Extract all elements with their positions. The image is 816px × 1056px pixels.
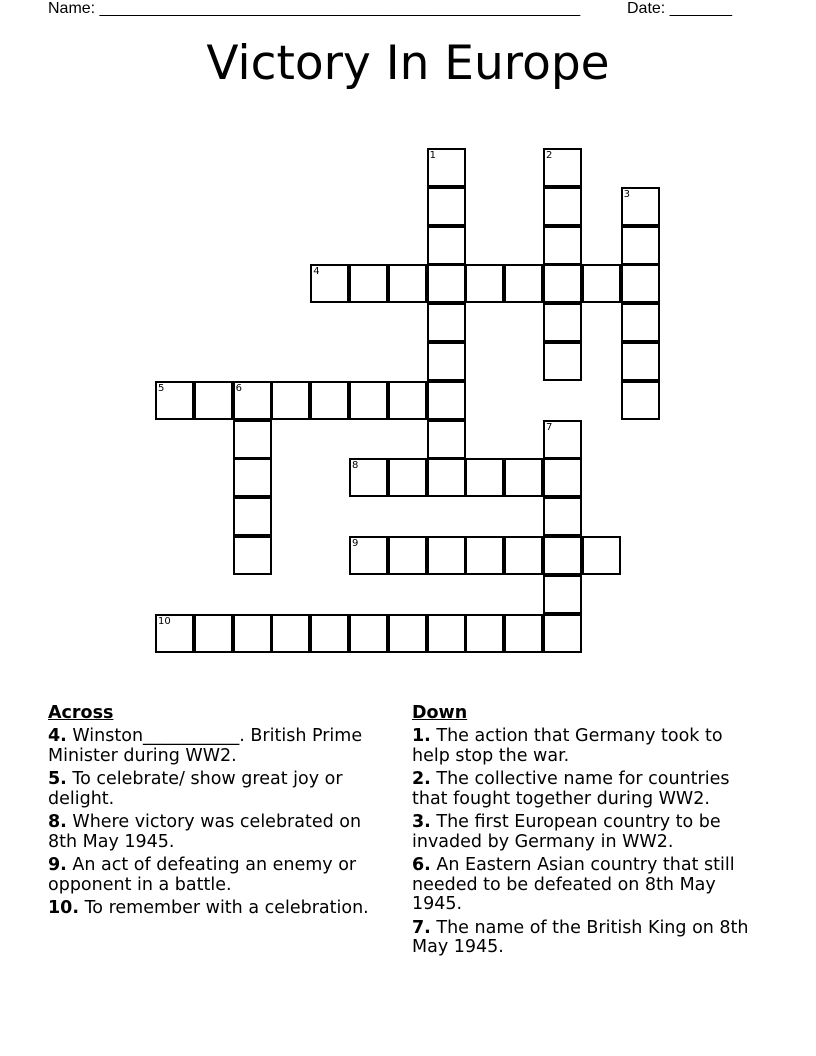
clue-number: 4. [48, 726, 67, 746]
clue-number: 3. [412, 812, 431, 832]
crossword-cell[interactable] [621, 303, 660, 342]
crossword-cell[interactable] [582, 264, 621, 303]
crossword-cell[interactable] [427, 264, 466, 303]
across-clues [48, 704, 388, 923]
down-clues [412, 704, 752, 962]
crossword-cell[interactable] [465, 458, 504, 497]
clue-text: The action that Germany took to help stop the war. [412, 726, 723, 766]
clue-number: 7 [546, 421, 553, 433]
clue-number: 1. [412, 726, 431, 746]
across-clue [48, 899, 388, 919]
crossword-cell[interactable] [621, 264, 660, 303]
crossword-cell[interactable] [427, 148, 466, 187]
crossword-cell[interactable] [504, 614, 543, 653]
crossword-cell[interactable] [233, 497, 272, 536]
page-title: Victory In Europe [206, 36, 610, 91]
crossword-cell[interactable] [543, 226, 582, 265]
crossword-cell[interactable] [349, 381, 388, 420]
crossword-cell[interactable] [582, 536, 621, 575]
clue-number: 8 [352, 460, 359, 472]
clue-number: 9 [352, 538, 359, 549]
clue-number: 4 [313, 266, 320, 278]
crossword-cell[interactable] [465, 536, 504, 575]
clue-text: The name of the British King on 8th May 1945. [412, 917, 749, 957]
across-clue [48, 856, 388, 895]
crossword-cell[interactable] [543, 342, 582, 381]
crossword-cell[interactable] [427, 187, 466, 226]
crossword-cell[interactable] [543, 420, 582, 459]
clue-text: To remember with a celebration. [79, 898, 369, 918]
clue-number: 10. [48, 898, 80, 918]
clue-number: 7. [412, 917, 431, 938]
crossword-cell[interactable] [349, 264, 388, 303]
down-clue [412, 813, 752, 852]
across-clue [48, 727, 388, 766]
crossword-cell[interactable] [427, 342, 466, 381]
name-field-label: Name: ______________________________________________________ [48, 0, 581, 17]
crossword-cell[interactable] [427, 458, 466, 497]
crossword-cell[interactable] [621, 381, 660, 420]
across-clue [48, 813, 388, 852]
crossword-cell[interactable] [621, 342, 660, 381]
crossword-cell[interactable] [543, 264, 582, 303]
crossword-cell[interactable] [427, 226, 466, 265]
clue-number: 1 [429, 150, 436, 161]
down-clue [412, 856, 752, 915]
crossword-cell[interactable] [621, 226, 660, 265]
crossword-cell[interactable] [388, 536, 427, 575]
crossword-cell[interactable] [233, 381, 272, 420]
crossword-cell[interactable] [388, 458, 427, 497]
clue-number: 5 [158, 382, 165, 394]
across-heading: Across [48, 703, 114, 723]
across-clue [48, 770, 388, 809]
clue-number: 2. [412, 769, 431, 789]
clue-text: The collective name for countries that fought together during WW2. [412, 769, 730, 809]
clue-number: 10 [158, 615, 171, 627]
down-heading: Down [412, 703, 468, 723]
across-clue-list [48, 727, 388, 919]
clue-text: An Eastern Asian country that still needed to be defeated on 8th May 1945. [412, 855, 735, 914]
crossword-cell[interactable] [543, 536, 582, 575]
crossword-cell[interactable] [233, 458, 272, 497]
clue-number: 8. [48, 812, 67, 832]
crossword-cell[interactable] [543, 187, 582, 226]
crossword-cell[interactable] [543, 458, 582, 497]
crossword-cell[interactable] [233, 614, 272, 653]
clue-number: 2 [546, 150, 553, 161]
crossword-cell[interactable] [271, 614, 310, 653]
crossword-cell[interactable] [543, 148, 582, 187]
crossword-cell[interactable] [621, 187, 660, 226]
clue-text: An act of defeating an enemy or opponent in a battle. [48, 855, 357, 895]
crossword-cell[interactable] [349, 614, 388, 653]
clue-text: Winston___________. British Prime Minister during WW2. [48, 726, 363, 766]
crossword-cell[interactable] [349, 458, 388, 497]
down-clue-list [412, 727, 752, 958]
crossword-cell[interactable] [543, 575, 582, 614]
crossword-cell[interactable] [194, 614, 233, 653]
crossword-cell[interactable] [543, 614, 582, 653]
crossword-cell[interactable] [233, 536, 272, 575]
crossword-cell[interactable] [465, 614, 504, 653]
crossword-cell[interactable] [155, 381, 194, 420]
crossword-cell[interactable] [310, 264, 349, 303]
crossword-cell[interactable] [427, 303, 466, 342]
crossword-cell[interactable] [543, 497, 582, 536]
down-clue [412, 919, 752, 958]
clue-number: 6. [412, 855, 431, 875]
clue-text: To celebrate/ show great joy or delight. [48, 769, 343, 809]
crossword-cell[interactable] [310, 614, 349, 653]
crossword-cell[interactable] [427, 614, 466, 653]
crossword-cell[interactable] [233, 420, 272, 459]
crossword-cell[interactable] [427, 420, 466, 459]
crossword-cell[interactable] [271, 381, 310, 420]
clue-number: 5. [48, 769, 67, 789]
clue-number: 6 [235, 382, 242, 394]
crossword-cell[interactable] [543, 303, 582, 342]
down-clue [412, 727, 752, 766]
crossword-cell[interactable] [504, 458, 543, 497]
crossword-cell[interactable] [504, 264, 543, 303]
clue-text: The first European country to be invaded by Germany in WW2. [412, 812, 721, 852]
clue-number: 9. [48, 855, 67, 875]
crossword-cell[interactable] [465, 264, 504, 303]
crossword-cell[interactable] [388, 381, 427, 420]
crossword-cell[interactable] [388, 264, 427, 303]
crossword-cell[interactable] [349, 536, 388, 575]
crossword-cell[interactable] [155, 614, 194, 653]
crossword-cell[interactable] [427, 536, 466, 575]
down-clue [412, 770, 752, 809]
crossword-cell[interactable] [310, 381, 349, 420]
crossword-cell[interactable] [388, 614, 427, 653]
date-field-label: Date: _______ [627, 0, 732, 17]
clue-number: 3 [623, 188, 630, 200]
crossword-cell[interactable] [194, 381, 233, 420]
clue-text: Where victory was celebrated on 8th May 1945. [48, 812, 362, 852]
crossword-cell[interactable] [504, 536, 543, 575]
crossword-cell[interactable] [427, 381, 466, 420]
